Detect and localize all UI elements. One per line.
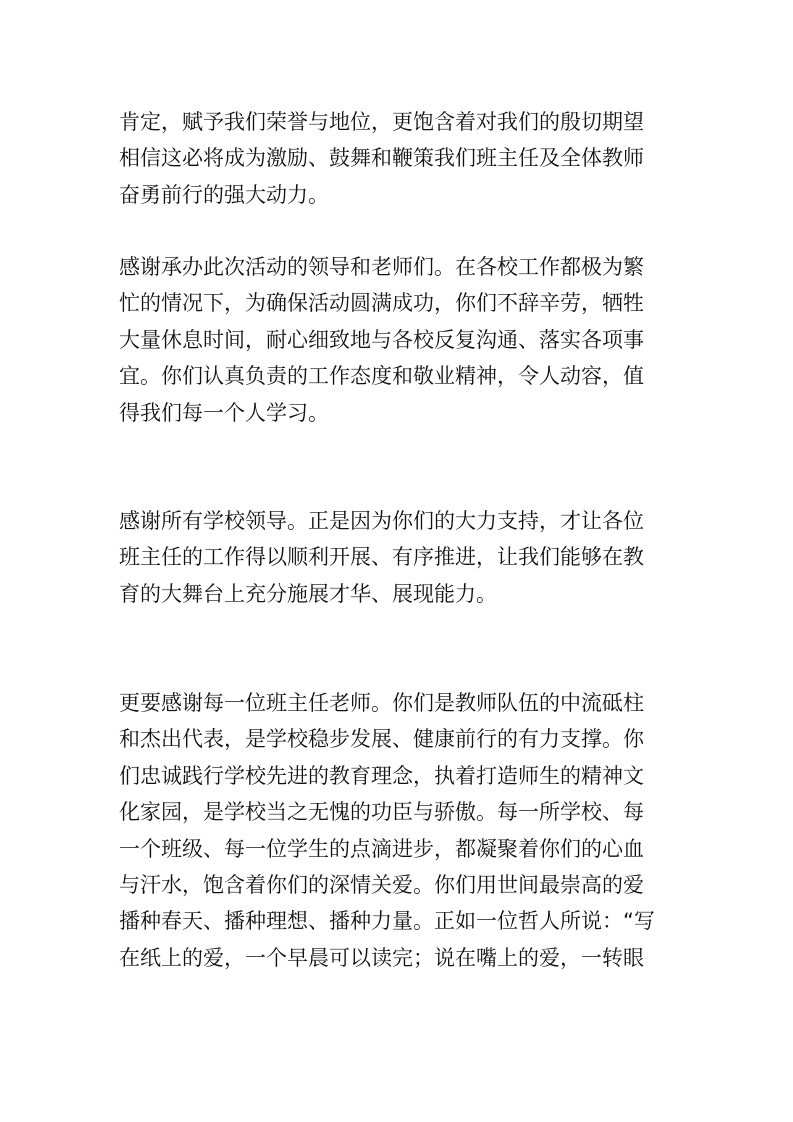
text-line: 得我们每一个人学习。 [119,400,329,425]
text-line: 更要感谢每一位班主任老师。你们是教师队伍的中流砥柱 [119,691,644,715]
text-line: 在纸上的爱，一个早晨可以读完；说在嘴上的爱，一转眼 [119,945,644,970]
paragraph-3 [119,503,679,612]
text-line: 一个班级、每一位学生的点滴进步，都凝聚着你们的心血 [119,836,644,861]
text-line: 忙的情况下，为确保活动圆满成功，你们不辞辛劳，牺牲 [119,291,644,316]
text-line: 相信这必将成为激励、鼓舞和鞭策我们班主任及全体教师 [119,146,644,171]
text-line: 感谢承办此次活动的领导和老师们。在各校工作都极为繁 [119,255,644,279]
text-line: 肯定，赋予我们荣誉与地位，更饱含着对我们的殷切期望 [119,110,644,134]
text-line: 化家园，是学校当之无愧的功臣与骄傲。每一所学校、每 [119,800,644,825]
text-line: 和杰出代表，是学校稳步发展、健康前行的有力支撑。你 [119,727,644,752]
text-line: 播种春天、播种理想、播种力量。正如一位哲人所说：“写 [119,909,655,934]
text-line: 感谢所有学校领导。正是因为你们的大力支持，才让各位 [119,509,644,533]
text-line: 班主任的工作得以顺利开展、有序推进，让我们能够在教 [119,545,644,570]
paragraph-4 [119,685,679,976]
text-line: 宜。你们认真负责的工作态度和敬业精神，令人动容，值 [119,364,644,389]
text-line: 与汗水，饱含着你们的深情关爱。你们用世间最崇高的爱 [119,872,644,897]
text-line: 奋勇前行的强大动力。 [119,182,329,207]
paragraph-1 [119,104,679,213]
text-line: 育的大舞台上充分施展才华、展现能力。 [119,581,497,606]
text-line: 大量休息时间，耐心细致地与各校反复沟通、落实各项事 [119,327,644,352]
text-line: 们忠诚践行学校先进的教育理念，执着打造师生的精神文 [119,763,644,788]
paragraph-2 [119,249,679,431]
